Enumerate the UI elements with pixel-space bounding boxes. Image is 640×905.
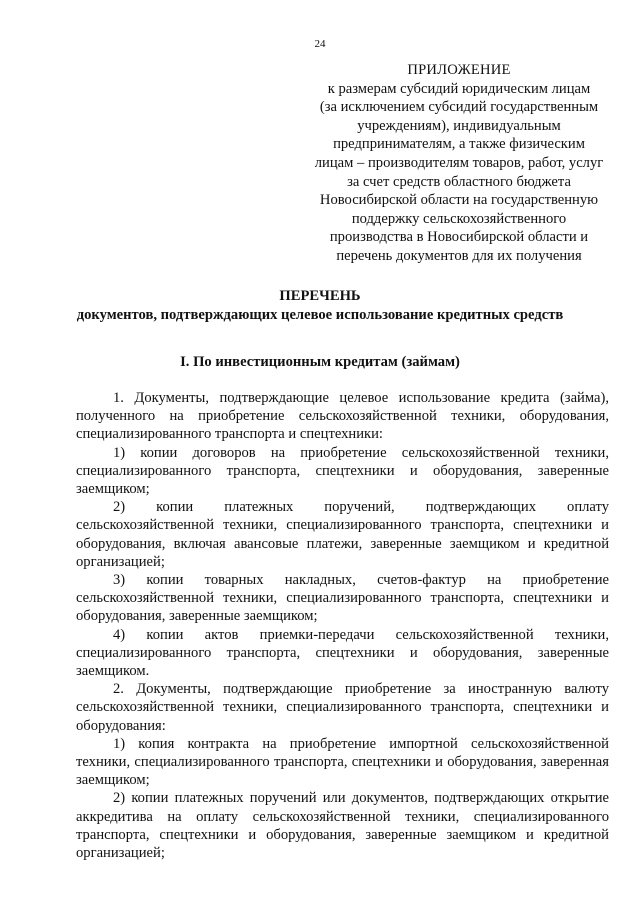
- heading-title: ПЕРЕЧЕНЬ: [279, 288, 361, 304]
- paragraph: 1. Документы, подтверждающие целевое использование кредита (займа), полученного на приобретение сельскохозяйственной техники, оборудования, специализированного транспорта и спецтехники:: [76, 390, 609, 443]
- section-heading: I. По инвестиционным кредитам (займам): [180, 354, 460, 370]
- document-body: [76, 389, 609, 862]
- appendix-line: поддержку сельскохозяйственного: [351, 210, 567, 227]
- appendix-line: учреждениям), индивидуальным: [357, 117, 561, 134]
- page-number: 24: [314, 38, 326, 50]
- paragraph: 4) копии актов приемки-передачи сельскохозяйственной техники, специализированного транспорта, спецтехники и оборудования, заверенные заемщиком.: [76, 626, 609, 680]
- paragraph: 1) копия контракта на приобретение импортной сельскохозяйственной техники, специализированного транспорта, спецтехники и оборудования, заверенная заемщиком;: [76, 735, 609, 789]
- heading-subtitle: документов, подтверждающих целевое использование кредитных средств: [76, 307, 564, 323]
- appendix-line: (за исключением субсидий государственным: [319, 99, 599, 116]
- appendix-line: перечень документов для их получения: [336, 247, 582, 264]
- paragraph: 2. Документы, подтверждающие приобретение за иностранную валюту сельскохозяйственной техники, специализированного транспорта, спецтехники и оборудования:: [76, 681, 609, 734]
- appendix-line: предпринимателям, а также физическим: [333, 136, 585, 153]
- appendix-line: лицам – производителям товаров, работ, услуг: [314, 154, 604, 171]
- appendix-line: Новосибирской области на государственную: [319, 192, 599, 209]
- paragraph: 2) копии платежных поручений, подтверждающих оплату сельскохозяйственной техники, специализированного транспорта, спецтехники и оборудования, включая авансовые платежи, заверенные заемщиком и кредитной организацией;: [76, 499, 609, 570]
- paragraph: 3) копии товарных накладных, счетов-фактур на приобретение сельскохозяйственной техники, специализированного транспорта, спецтехники и оборудования, заверенные заемщиком;: [76, 572, 609, 625]
- appendix-line: к размерам субсидий юридическим лицам: [327, 80, 591, 97]
- paragraph: 1) копии договоров на приобретение сельскохозяйственной техники, специализированного транспорта, спецтехники и оборудования, заверенные заемщиком;: [76, 444, 609, 498]
- paragraph: 2) копии платежных поручений или документов, подтверждающих открытие аккредитива на оплату сельскохозяйственной техники, специализированного транспорта, спецтехники и оборудования, заверенные заемщиком и кредитной организацией;: [76, 790, 609, 862]
- appendix-block: [300, 61, 618, 266]
- appendix-line: за счет средств областного бюджета: [347, 173, 571, 190]
- document-heading: [40, 287, 600, 325]
- appendix-title: ПРИЛОЖЕНИЕ: [407, 62, 511, 78]
- appendix-line: производства в Новосибирской области и: [329, 229, 589, 246]
